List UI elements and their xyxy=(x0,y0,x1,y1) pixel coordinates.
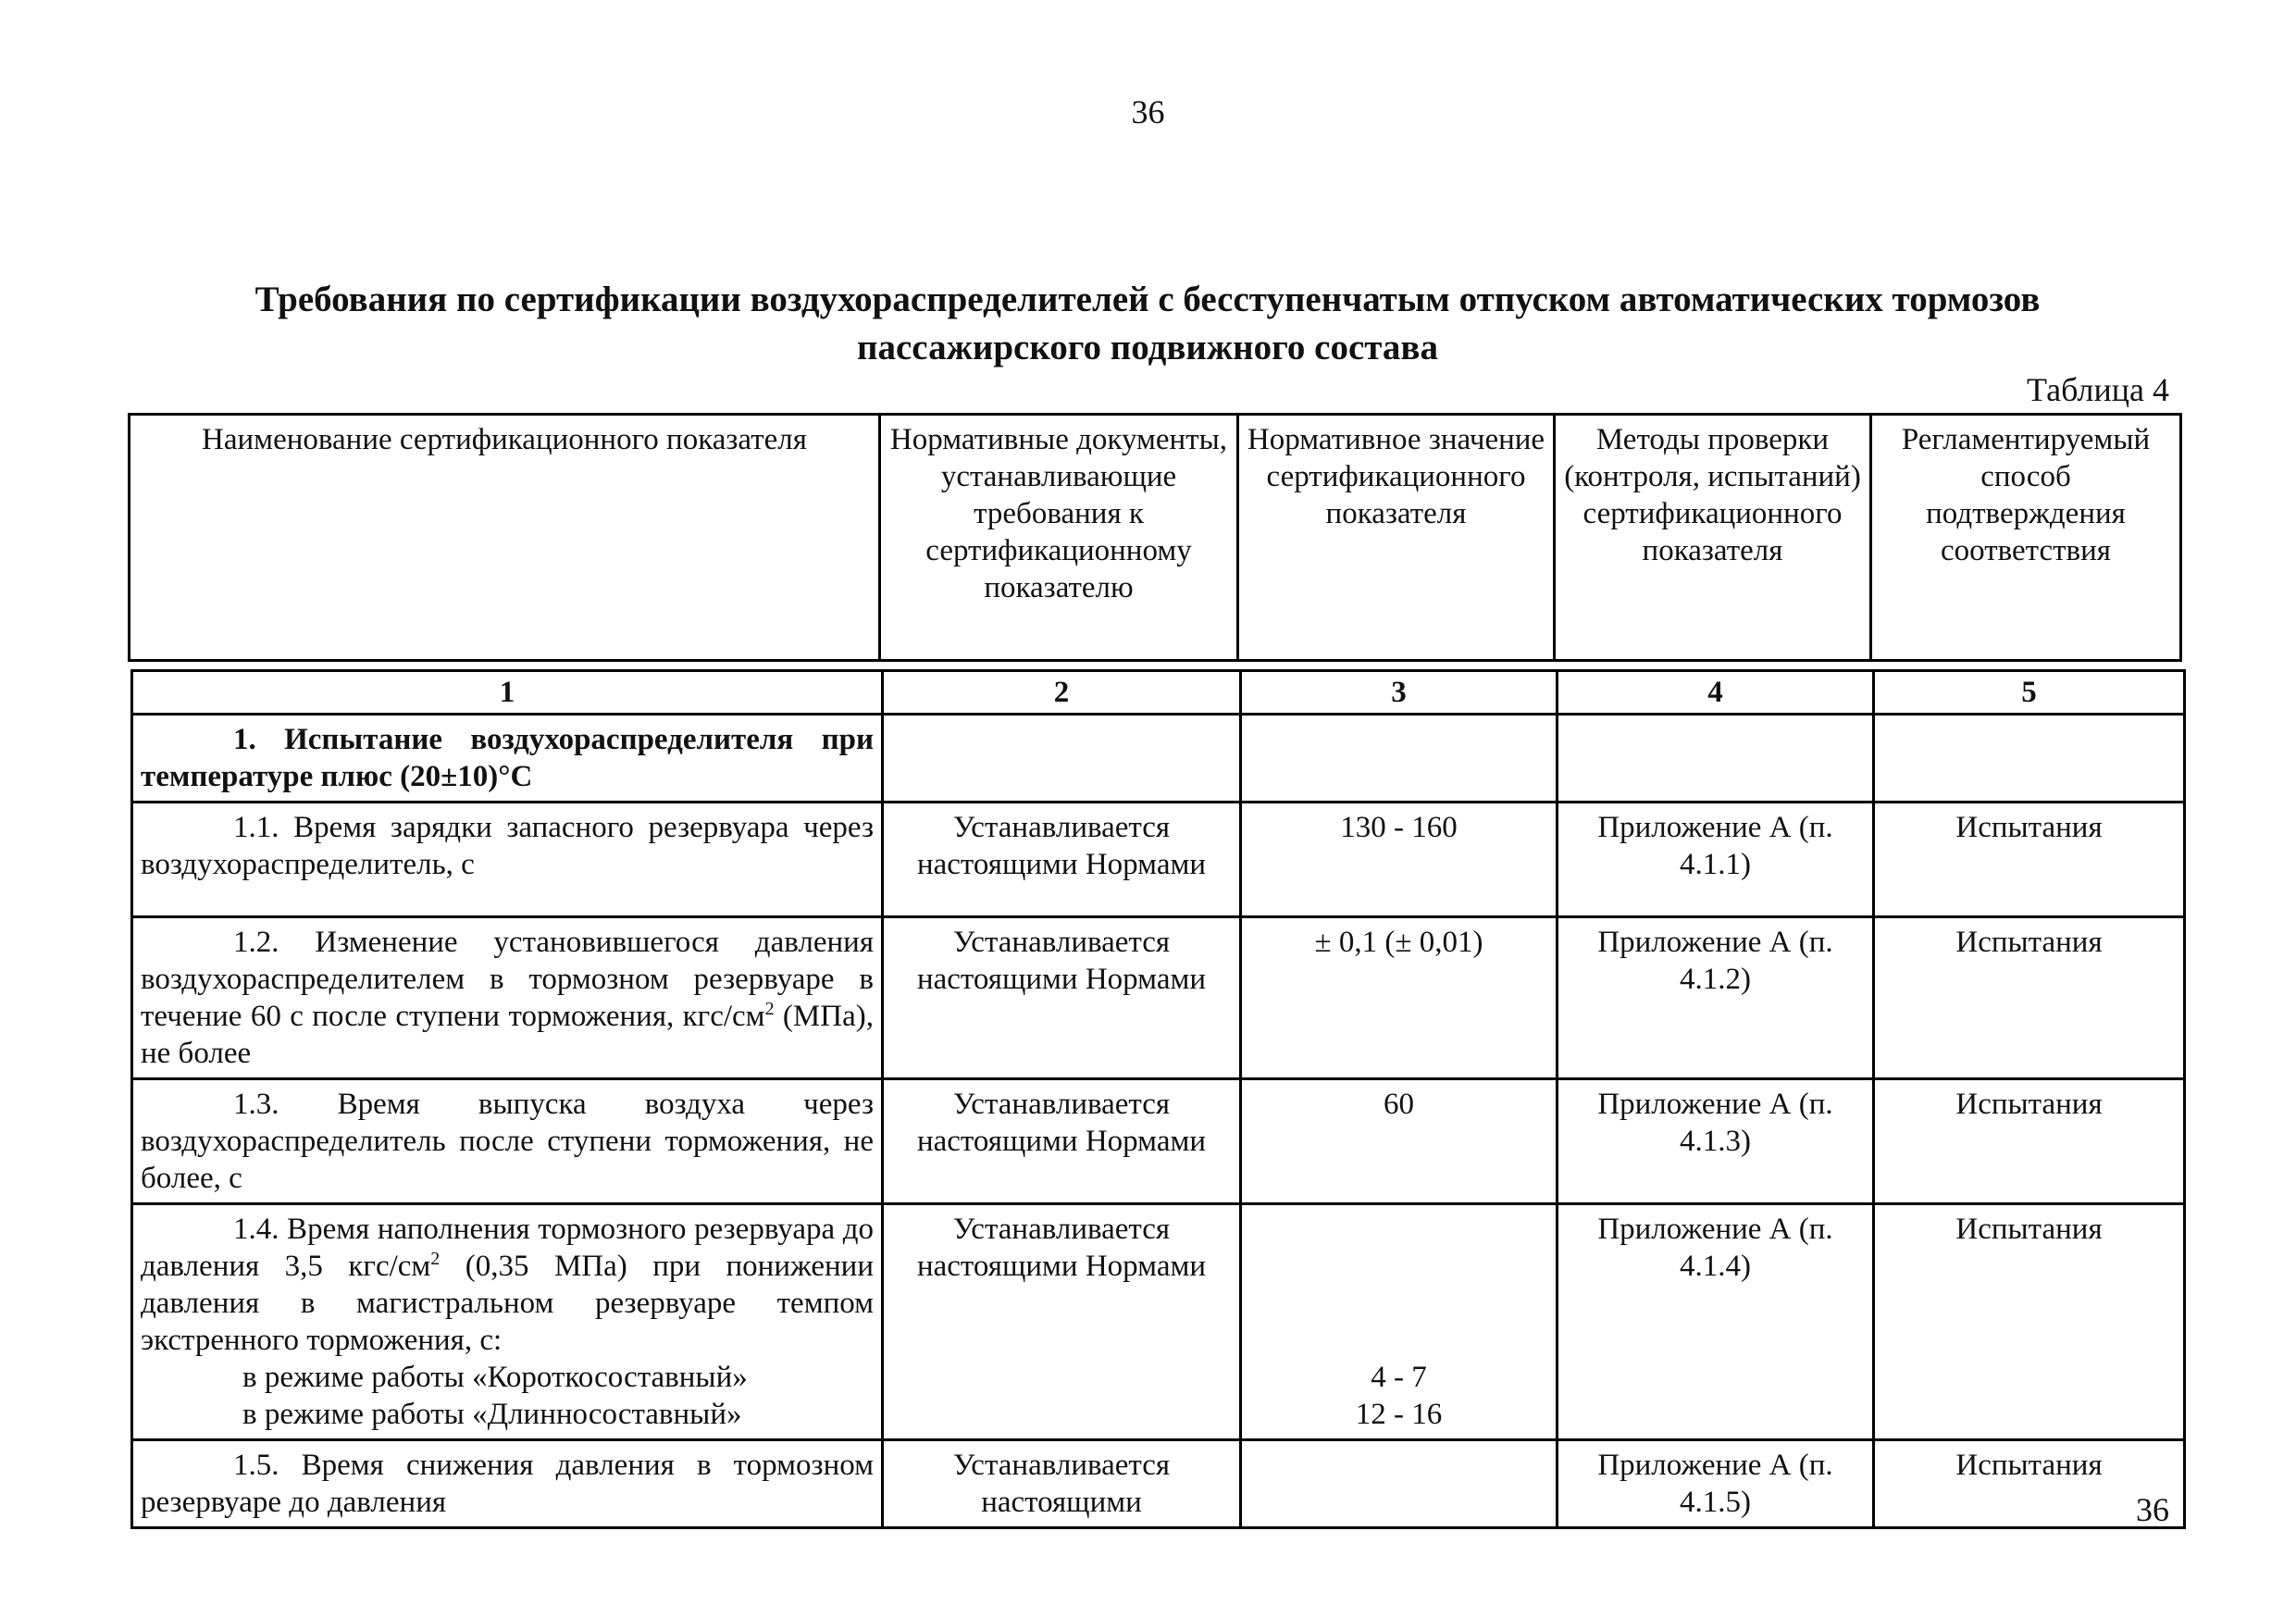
mode-short: в режиме работы «Короткосоставный» xyxy=(242,1361,748,1394)
normative-documents: Устанавливается настоящими Нормами xyxy=(883,803,1241,917)
indicator-name: 1.5. Время снижения давления в тормозном резервуаре до давления xyxy=(132,1440,883,1528)
check-method: Приложение А (п. 4.1.4) xyxy=(1558,1204,1874,1440)
confirmation-method: Испытания xyxy=(1874,1440,2185,1528)
table-header xyxy=(128,413,2182,662)
section-row xyxy=(132,715,2185,803)
indicator-name: 1.3. Время выпуска воздуха через воздухораспределитель после ступени торможения, не более, с xyxy=(132,1079,883,1204)
indicator-name: 1.1. Время зарядки запасного резервуара через воздухораспределитель, с xyxy=(132,803,883,917)
check-method: Приложение А (п. 4.1.5) xyxy=(1558,1440,1874,1528)
normative-value xyxy=(1241,1440,1558,1528)
column-number: 2 xyxy=(883,671,1241,715)
header-name: Наименование сертификационного показателя xyxy=(130,415,880,661)
indicator-name: 1.4. Время наполнения тормозного резервуара до давления 3,5 кгс/$см^2$ (0,35 МПа) при понижении давления в магистральном резервуаре темпом экстренного торможения, с: в режиме работы «Короткосоставный» в режиме работы «Длинносоставный» xyxy=(132,1204,883,1440)
page-number-bottom: 36 xyxy=(2136,1491,2169,1528)
column-number: 5 xyxy=(1874,671,2185,715)
page-number-top: 36 xyxy=(1131,93,1165,131)
normative-value: 130 - 160 xyxy=(1241,803,1558,917)
table-label: Таблица 4 xyxy=(2027,371,2169,408)
normative-value xyxy=(1241,1204,1558,1440)
header-value: Нормативное значение сертификационного показателя xyxy=(1238,415,1555,661)
indicator-name: 1.2. Изменение установившегося давления воздухораспределителем в тормозном резервуаре в течение 60 с после ступени торможения, кгс/$см^2$ (МПа), не более xyxy=(132,917,883,1079)
normative-documents: Устанавливается настоящими Нормами xyxy=(883,1204,1241,1440)
mode-long: в режиме работы «Длинносоставный» xyxy=(242,1398,742,1431)
column-number: 3 xyxy=(1241,671,1558,715)
column-numbers-row xyxy=(132,671,2185,715)
header-confirmation: Регламентируемый способ подтверждения соответствия xyxy=(1871,415,2181,661)
column-number: 1 xyxy=(132,671,883,715)
table-row xyxy=(132,917,2185,1079)
column-number: 4 xyxy=(1558,671,1874,715)
check-method: Приложение А (п. 4.1.3) xyxy=(1558,1079,1874,1204)
table-row xyxy=(132,1204,2185,1440)
confirmation-method: Испытания xyxy=(1874,917,2185,1079)
table-row xyxy=(132,1440,2185,1528)
document-title: Требования по сертификации воздухораспределителей с бесступенчатым отпуском автоматических тормозов пассажирского подвижного состава xyxy=(254,280,2041,367)
normative-documents: Устанавливается настоящими Нормами xyxy=(883,917,1241,1079)
confirmation-method: Испытания xyxy=(1874,803,2185,917)
check-method: Приложение А (п. 4.1.1) xyxy=(1558,803,1874,917)
confirmation-method: Испытания xyxy=(1874,1204,2185,1440)
header-methods: Методы проверки (контроля, испытаний) сертификационного показателя xyxy=(1555,415,1871,661)
header-documents: Нормативные документы, устанавливающие требования к сертификационному показателю xyxy=(880,415,1238,661)
normative-value: ± 0,1 (± 0,01) xyxy=(1241,917,1558,1079)
check-method: Приложение А (п. 4.1.2) xyxy=(1558,917,1874,1079)
normative-value: 60 xyxy=(1241,1079,1558,1204)
section-title: 1. Испытание воздухораспределителя при температуре плюс (20±10)°С xyxy=(132,715,883,803)
confirmation-method: Испытания xyxy=(1874,1079,2185,1204)
normative-documents: Устанавливается настоящими xyxy=(883,1440,1241,1528)
normative-documents: Устанавливается настоящими Нормами xyxy=(883,1079,1241,1204)
requirements-table xyxy=(130,669,2186,1529)
table-row xyxy=(132,803,2185,917)
value-long: 12 - 16 xyxy=(1355,1398,1443,1431)
table-row xyxy=(132,1079,2185,1204)
value-short: 4 - 7 xyxy=(1371,1361,1427,1394)
